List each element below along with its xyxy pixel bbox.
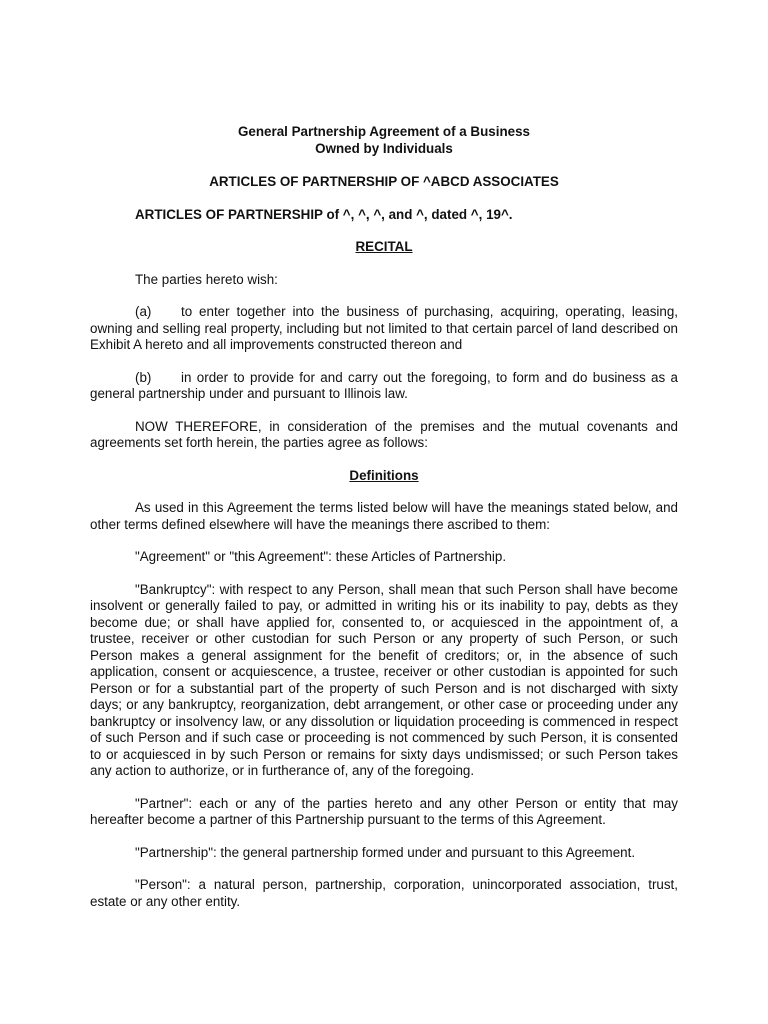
item-b-label: (b) [135, 369, 152, 385]
item-b-paragraph [90, 370, 678, 403]
parties-intro: The parties hereto wish: [135, 271, 278, 287]
recital-heading: RECITAL [355, 239, 413, 254]
definitions-intro: As used in this Agreement the terms listed below will have the meanings stated below, and other terms defined elsewhere will have the meanings there ascribed to them: [90, 500, 678, 532]
definition-person: "Person": a natural person, partnership, corporation, unincorporated association, trust, estate or any other entity. [90, 877, 678, 909]
item-a-label: (a) [135, 304, 152, 319]
document-title [90, 124, 678, 157]
definition-agreement: "Agreement" or "this Agreement": these Articles of Partnership. [135, 549, 507, 564]
now-therefore-paragraph: NOW THEREFORE, in consideration of the premises and the mutual covenants and agreements set forth herein, the parties agree as follows: [90, 418, 678, 450]
title-line-2: Owned by Individuals [315, 140, 453, 156]
articles-title: ARTICLES OF PARTNERSHIP OF ^ABCD ASSOCIATES [209, 174, 559, 189]
definition-partner: "Partner": each or any of the parties hereto and any other Person or entity that may hereafter become a partner of this Partnership pursuant to the terms of this Agreement. [90, 795, 678, 827]
definition-bankruptcy: "Bankruptcy": with respect to any Person, shall mean that such Person shall have become insolvent or generally failed to pay, or admitted in writing his or its inability to pay, debts as they become due; or shall have applied for, consented to, or acquiesced in the appointment of, a trustee, receiver or other custodian for such Person or any property of such Person, or such Person makes a general assignment for the benefit of creditors; or, in the absence of such application, consent or acquiescence, a trustee, receiver or other custodian is appointed for such Person or for a substantial part of the property of such Person and is not discharged with sixty days; or any bankruptcy, reorganization, debt arrangement, or other case or proceeding under any bankruptcy or insolvency law, or any dissolution or liquidation proceeding is commenced in respect of such Person and if such case or proceeding is not commenced by such Person, it is consented to or acquiesced in by such Person or remains for sixty days undismissed; or such Person takes any action to authorize, or in furtherance of, any of the foregoing. [90, 581, 678, 778]
title-line-1: General Partnership Agreement of a Business [238, 124, 530, 139]
item-a-text: to enter together into the business of purchasing, acquiring, operating, leasing, owning and selling real property, including but not limited to that certain parcel of land described on Exhibit A hereto and all improvements constructed thereon and [90, 304, 678, 352]
articles-line: ARTICLES OF PARTNERSHIP of ^, ^, ^, and ^, dated ^, 19^. [135, 206, 513, 222]
item-a-paragraph [90, 304, 678, 354]
definition-partnership: "Partnership": the general partnership formed under and pursuant to this Agreement. [135, 844, 636, 860]
item-b-text: in order to provide for and carry out the foregoing, to form and do business as a general partnership under and pursuant to Illinois law. [90, 369, 678, 401]
definitions-heading: Definitions [349, 467, 419, 483]
